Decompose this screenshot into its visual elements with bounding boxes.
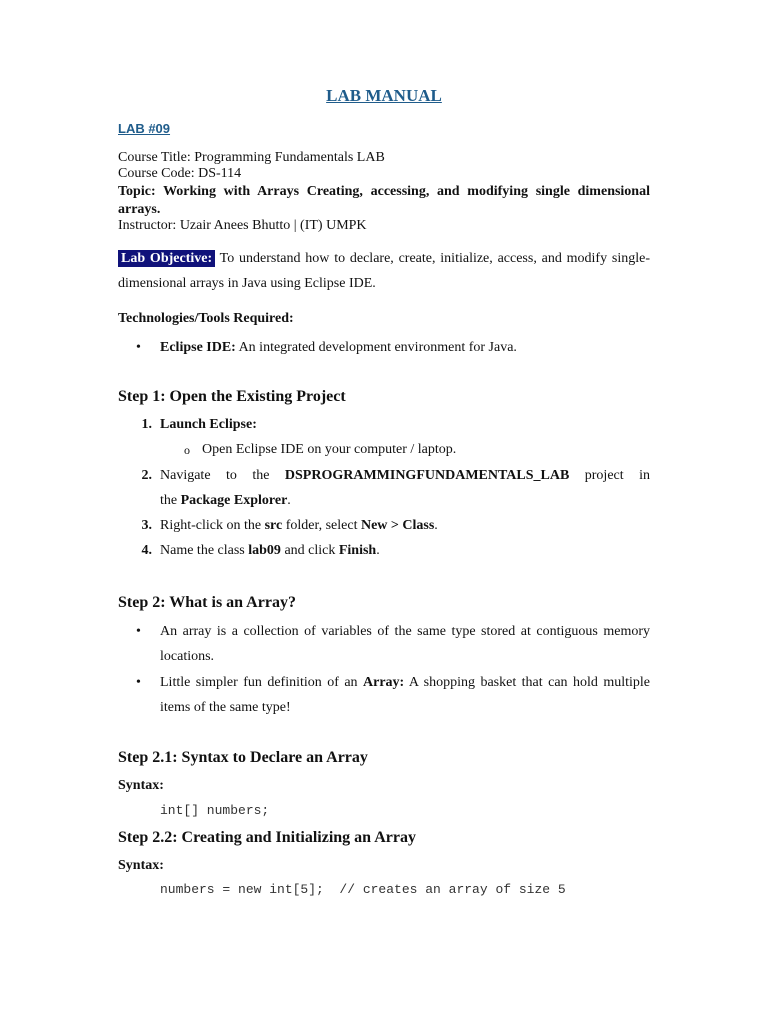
step1-item-1-bold: Launch Eclipse: (160, 417, 257, 432)
objective-badge: Lab Objective: (118, 250, 215, 267)
step1-item-1-sub: Open Eclipse IDE on your computer / laptop. (202, 442, 457, 457)
text: . (376, 543, 380, 558)
text: folder, select (282, 518, 361, 533)
tool-item (160, 335, 650, 360)
step1-item-3 (160, 513, 650, 538)
text: Name the class (160, 543, 249, 558)
page-title: LAB MANUAL (326, 86, 442, 105)
lab-objective (118, 246, 650, 296)
list-number: 3. (141, 518, 152, 533)
bullet-icon: • (136, 675, 141, 690)
text: Little simpler fun definition of an (160, 675, 363, 690)
course-title: Course Title: Programming Fundamentals LAB (118, 150, 385, 165)
list-number: 1. (141, 417, 152, 432)
list-number: 4. (141, 543, 152, 558)
instructor: Instructor: Uzair Anees Bhutto | (IT) UMPK (118, 218, 367, 233)
syntax-label: Syntax: (118, 778, 164, 793)
step1-heading: Step 1: Open the Existing Project (118, 388, 346, 405)
step21-heading: Step 2.1: Syntax to Declare an Array (118, 749, 368, 766)
step1-item-2 (160, 463, 650, 513)
bullet-icon: • (136, 624, 141, 639)
new-class: New > Class (360, 518, 435, 533)
project-name: DSPROGRAMMINGFUNDAMENTALS_LAB (284, 468, 570, 483)
text: Right-click on the (160, 518, 265, 533)
text: . (287, 493, 291, 508)
text: . (434, 518, 438, 533)
text: A shopping basket that can hold multiple items of the same type! (160, 675, 650, 715)
syntax-label: Syntax: (118, 858, 164, 873)
finish: Finish (338, 543, 377, 558)
sub-bullet-icon: o (184, 443, 190, 457)
list-number: 2. (141, 468, 152, 483)
text: the (160, 493, 181, 508)
step1-item-2-line2 (160, 488, 650, 513)
step2-bullet-1: An array is a collection of variables of the same type stored at contiguous memory locations. (160, 624, 650, 664)
code-declare: int[] numbers; (160, 803, 270, 818)
class-name: lab09 (248, 543, 281, 558)
array-term: Array: (363, 675, 405, 690)
tool-name: Eclipse IDE: (160, 340, 236, 355)
step1-item-4 (160, 538, 650, 563)
word: to (225, 468, 237, 483)
step22-heading: Step 2.2: Creating and Initializing an Array (118, 829, 416, 846)
word: in (639, 468, 650, 483)
topic: Topic: Working with Arrays Creating, accessing, and modifying single dimensional arrays. (118, 184, 650, 217)
word: the (252, 468, 270, 483)
code-create: numbers = new int[5]; // creates an array of size 5 (160, 882, 566, 897)
word: Navigate (160, 468, 211, 483)
step2-bullet-2 (160, 670, 650, 720)
lab-number: LAB #09 (118, 121, 171, 136)
text: and click (280, 543, 339, 558)
step2-heading: Step 2: What is an Array? (118, 594, 296, 611)
word: project (584, 468, 624, 483)
src-folder: src (264, 518, 283, 533)
package-explorer: Package Explorer (180, 493, 288, 508)
bullet-icon: • (136, 340, 141, 355)
tool-desc: An integrated development environment for Java. (235, 340, 517, 355)
course-code: Course Code: DS-114 (118, 166, 242, 181)
step1-item-1 (160, 412, 650, 437)
objective-text: To understand how to declare, create, initialize, access, and modify single-dimensional arrays in Java using Eclipse IDE. (118, 251, 650, 291)
step1-item-2-line1 (160, 463, 650, 488)
tools-heading: Technologies/Tools Required: (118, 311, 294, 326)
